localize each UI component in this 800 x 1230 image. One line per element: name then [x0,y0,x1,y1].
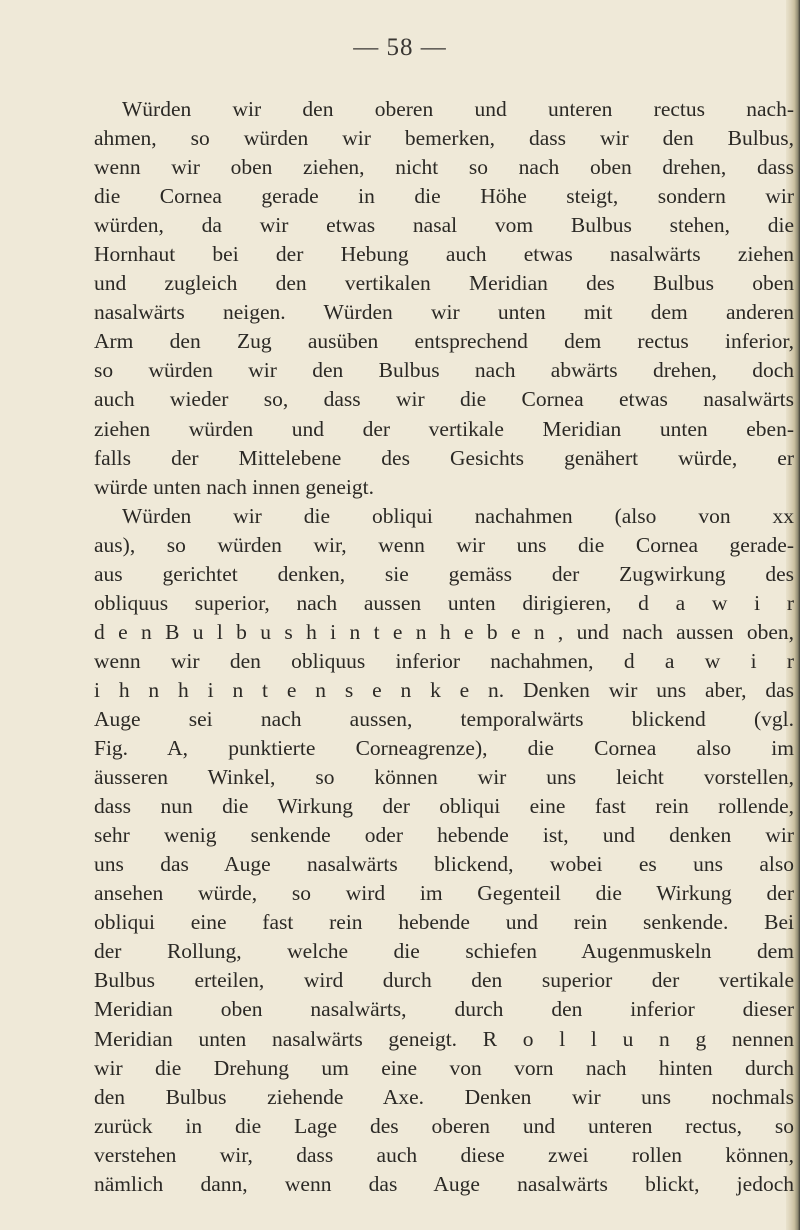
text-line: würde unten nach innen geneigt. [94,474,375,499]
text-line: obliquus superior, nach aussen unten dirigieren, d a w i r [94,590,794,615]
text-line: Arm den Zug ausüben entsprechend dem rectus inferior, [94,329,794,354]
text-line: Würden wir den oberen und unteren rectus nach- [122,97,794,121]
text-line: aus gerichtet denken, sie gemäss der Zugwirkung des [94,561,794,586]
text-line: wenn wir den obliquus inferior nachahmen, d a w i r [94,648,794,673]
text-line: Würden wir die obliqui nachahmen (also von xx [122,503,794,528]
text-line: wir die Drehung um eine von vorn nach hinten durch [94,1055,794,1080]
text-line: ziehen würden und der vertikale Meridian unten eben- [94,416,794,441]
text-line: so würden wir den Bulbus nach abwärts drehen, doch [94,358,794,383]
body-text [94,95,794,1199]
text-line: dass nun die Wirkung der obliqui eine fast rein rollende, [94,794,794,819]
text-line: uns das Auge nasalwärts blickend, wobei es uns also [94,852,794,877]
text-line: verstehen wir, dass auch diese zwei rollen können, [94,1142,794,1167]
text-line: Meridian unten nasalwärts geneigt. R o l l u n g nennen [94,1026,794,1051]
text-line: auch wieder so, dass wir die Cornea etwas nasalwärts [94,387,794,412]
text-line: nämlich dann, wenn das Auge nasalwärts blickt, jedoch [94,1171,794,1196]
text-line: Hornhaut bei der Hebung auch etwas nasalwärts ziehen [94,242,794,267]
text-line: Meridian oben nasalwärts, durch den inferior dieser [94,997,794,1022]
text-line: sehr wenig senkende oder hebende ist, und denken wir [94,823,794,848]
text-line: Fig. A, punktierte Corneagrenze), die Cornea also im [94,736,794,761]
text-line: die Cornea gerade in die Höhe steigt, sondern wir [94,184,794,209]
text-line: i h n h i n t e n s e n k e n. Denken wir uns aber, das [94,677,794,702]
text-line: der Rollung, welche die schiefen Augenmuskeln dem [94,939,794,964]
text-line: würden, da wir etwas nasal vom Bulbus stehen, die [94,213,794,238]
text-line: den Bulbus ziehende Axe. Denken wir uns nochmals [94,1084,794,1109]
text-line: Auge sei nach aussen, temporalwärts blickend (vgl. [94,706,794,731]
page-number: — 58 — [353,34,447,61]
text-line: falls der Mittelebene des Gesichts genähert würde, er [94,445,794,470]
text-line: ahmen, so würden wir bemerken, dass wir den Bulbus, [94,126,794,151]
text-line: obliqui eine fast rein hebende und rein senkende. Bei [94,910,794,935]
text-line: und zugleich den vertikalen Meridian des Bulbus oben [94,271,794,296]
text-line: wenn wir oben ziehen, nicht so nach oben drehen, dass [94,155,794,180]
text-line: aus), so würden wir, wenn wir uns die Cornea gerade- [94,532,794,557]
text-line: d e n B u l b u s h i n t e n h e b e n , und nach aussen oben, [94,619,794,644]
text-line: nasalwärts neigen. Würden wir unten mit dem anderen [94,300,794,325]
text-line: Bulbus erteilen, wird durch den superior der vertikale [94,968,794,993]
text-line: zurück in die Lage des oberen und unteren rectus, so [94,1113,794,1138]
text-line: äusseren Winkel, so können wir uns leicht vorstellen, [94,765,794,790]
text-line: ansehen würde, so wird im Gegenteil die Wirkung der [94,881,794,906]
